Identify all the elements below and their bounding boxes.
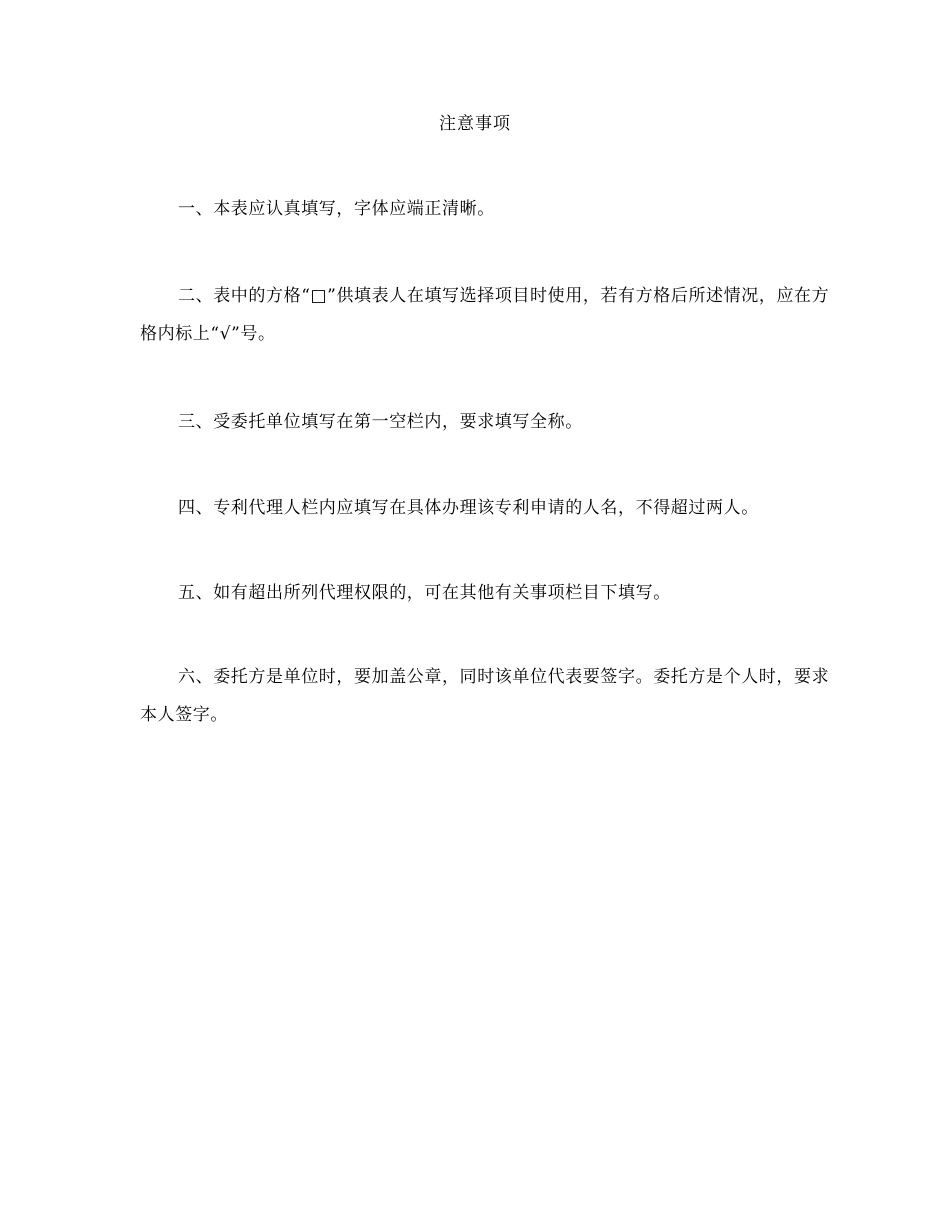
notice-item-5: 五、如有超出所列代理权限的，可在其他有关事项栏目下填写。 bbox=[178, 583, 671, 603]
notice-item-3: 三、受委托单位填写在第一空栏内，要求填写全称。 bbox=[178, 412, 583, 432]
notice-item-2: 二、表中的方格“□”供填表人在填写选择项目时使用，若有方格后所述情况，应在方格内标上“√”号。 bbox=[140, 286, 830, 344]
notice-item-6: 六、委托方是单位时，要加盖公章，同时该单位代表要签字。委托方是个人时，要求本人签字。 bbox=[140, 667, 830, 725]
page-title: 注意事项 bbox=[439, 114, 511, 134]
notice-item-4: 四、专利代理人栏内应填写在具体办理该专利申请的人名，不得超过两人。 bbox=[178, 498, 759, 518]
notice-item-1: 一、本表应认真填写，字体应端正清晰。 bbox=[178, 199, 495, 219]
